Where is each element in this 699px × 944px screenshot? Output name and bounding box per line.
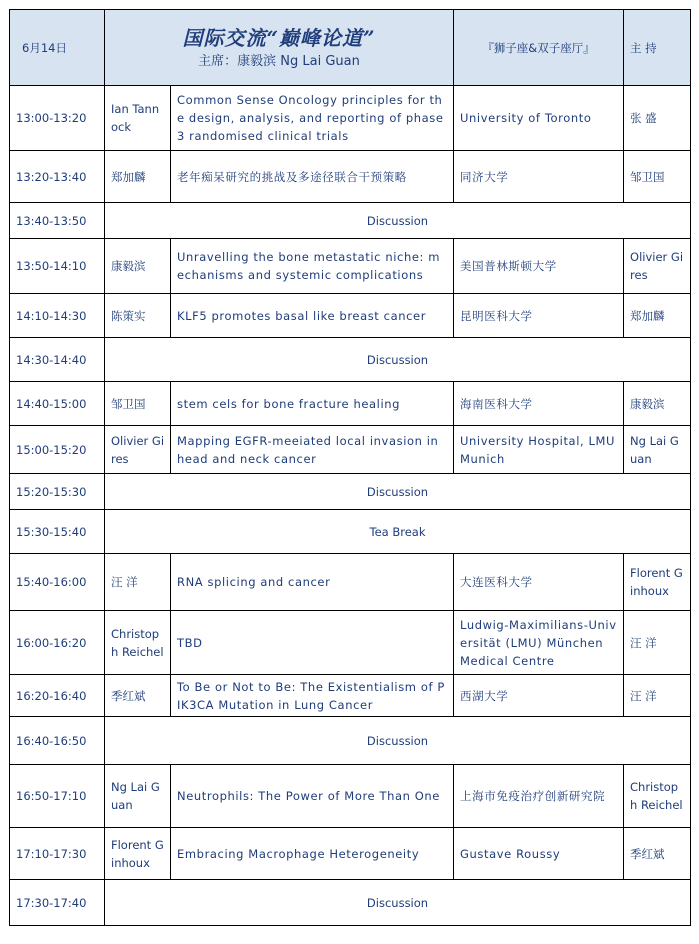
time-slot: 15:20-15:30 xyxy=(10,474,105,510)
speaker-name: 郑加麟 xyxy=(105,151,171,203)
talk-topic: TBD xyxy=(171,611,454,675)
host-name: Olivier Gires xyxy=(624,239,691,294)
speaker-name: Olivier Gires xyxy=(105,426,171,474)
institution: University of Toronto xyxy=(454,86,624,151)
host-name: 邹卫国 xyxy=(624,151,691,203)
host-name: Ng Lai Guan xyxy=(624,426,691,474)
host-name: 康毅滨 xyxy=(624,382,691,426)
speaker-name: 汪 洋 xyxy=(105,554,171,611)
time-slot: 14:10-14:30 xyxy=(10,294,105,338)
schedule-table xyxy=(9,9,691,926)
break-row xyxy=(10,338,691,382)
talk-row xyxy=(10,426,691,474)
time-slot: 13:20-13:40 xyxy=(10,151,105,203)
talk-row xyxy=(10,86,691,151)
host-name: Florent Ginhoux xyxy=(624,554,691,611)
header-title-cell xyxy=(105,10,454,86)
speaker-name: Ian Tannock xyxy=(105,86,171,151)
time-slot: 13:00-13:20 xyxy=(10,86,105,151)
time-slot: 14:30-14:40 xyxy=(10,338,105,382)
host-name: 郑加麟 xyxy=(624,294,691,338)
session-note: Discussion xyxy=(105,474,691,510)
time-slot: 15:00-15:20 xyxy=(10,426,105,474)
institution: 美国普林斯顿大学 xyxy=(454,239,624,294)
session-note: Discussion xyxy=(105,203,691,239)
institution: Gustave Roussy xyxy=(454,828,624,880)
header-date: 6月14日 xyxy=(10,10,105,86)
talk-topic: stem cels for bone fracture healing xyxy=(171,382,454,426)
time-slot: 13:50-14:10 xyxy=(10,239,105,294)
talk-row xyxy=(10,151,691,203)
talk-topic: 老年痴呆研究的挑战及多途径联合干预策略 xyxy=(171,151,454,203)
institution: 西湖大学 xyxy=(454,675,624,717)
header-row xyxy=(10,10,691,86)
break-row xyxy=(10,474,691,510)
session-note: Discussion xyxy=(105,338,691,382)
talk-topic: To Be or Not to Be: The Existentialism of PIK3CA Mutation in Lung Cancer xyxy=(171,675,454,717)
session-note: Discussion xyxy=(105,717,691,765)
time-slot: 16:00-16:20 xyxy=(10,611,105,675)
time-slot: 15:40-16:00 xyxy=(10,554,105,611)
host-name: Christoph Reichel xyxy=(624,765,691,828)
time-slot: 16:20-16:40 xyxy=(10,675,105,717)
time-slot: 16:40-16:50 xyxy=(10,717,105,765)
speaker-name: 季红斌 xyxy=(105,675,171,717)
speaker-name: Christoph Reichel xyxy=(105,611,171,675)
break-row xyxy=(10,880,691,926)
speaker-name: 邹卫国 xyxy=(105,382,171,426)
institution: 上海市免疫治疗创新研究院 xyxy=(454,765,624,828)
talk-topic: Common Sense Oncology principles for the design, analysis, and reporting of phase 3 randomised clinical trials xyxy=(171,86,454,151)
talk-topic: Mapping EGFR-meeiated local invasion in head and neck cancer xyxy=(171,426,454,474)
time-slot: 15:30-15:40 xyxy=(10,510,105,554)
session-note: Tea Break xyxy=(105,510,691,554)
talk-row xyxy=(10,611,691,675)
time-slot: 17:30-17:40 xyxy=(10,880,105,926)
talk-row xyxy=(10,675,691,717)
break-row xyxy=(10,203,691,239)
speaker-name: Ng Lai Guan xyxy=(105,765,171,828)
speaker-name: Florent Ginhoux xyxy=(105,828,171,880)
talk-topic: RNA splicing and cancer xyxy=(171,554,454,611)
time-slot: 13:40-13:50 xyxy=(10,203,105,239)
talk-row xyxy=(10,239,691,294)
break-row xyxy=(10,717,691,765)
talk-topic: Unravelling the bone metastatic niche: mechanisms and systemic complications xyxy=(171,239,454,294)
speaker-name: 康毅滨 xyxy=(105,239,171,294)
break-row xyxy=(10,510,691,554)
institution: 海南医科大学 xyxy=(454,382,624,426)
speaker-name: 陈策实 xyxy=(105,294,171,338)
session-chair: 主席：康毅滨 Ng Lai Guan xyxy=(198,53,360,69)
talk-row xyxy=(10,765,691,828)
host-name: 汪 洋 xyxy=(624,675,691,717)
time-slot: 14:40-15:00 xyxy=(10,382,105,426)
session-note: Discussion xyxy=(105,880,691,926)
talk-row xyxy=(10,382,691,426)
time-slot: 17:10-17:30 xyxy=(10,828,105,880)
talk-topic: KLF5 promotes basal like breast cancer xyxy=(171,294,454,338)
talk-topic: Neutrophils: The Power of More Than One xyxy=(171,765,454,828)
host-name: 季红斌 xyxy=(624,828,691,880)
institution: Ludwig-Maximilians-Universität (LMU) München Medical Centre xyxy=(454,611,624,675)
institution: 大连医科大学 xyxy=(454,554,624,611)
talk-row xyxy=(10,554,691,611)
host-name: 张 盛 xyxy=(624,86,691,151)
talk-topic: Embracing Macrophage Heterogeneity xyxy=(171,828,454,880)
institution: 同济大学 xyxy=(454,151,624,203)
talk-row xyxy=(10,828,691,880)
host-name: 汪 洋 xyxy=(624,611,691,675)
session-title: 国际交流“巅峰论道” xyxy=(182,25,376,50)
institution: 昆明医科大学 xyxy=(454,294,624,338)
host-column-header: 主 持 xyxy=(624,10,691,86)
institution: University Hospital, LMU Munich xyxy=(454,426,624,474)
time-slot: 16:50-17:10 xyxy=(10,765,105,828)
hall-name: 『狮子座&双子座厅』 xyxy=(454,10,624,86)
talk-row xyxy=(10,294,691,338)
